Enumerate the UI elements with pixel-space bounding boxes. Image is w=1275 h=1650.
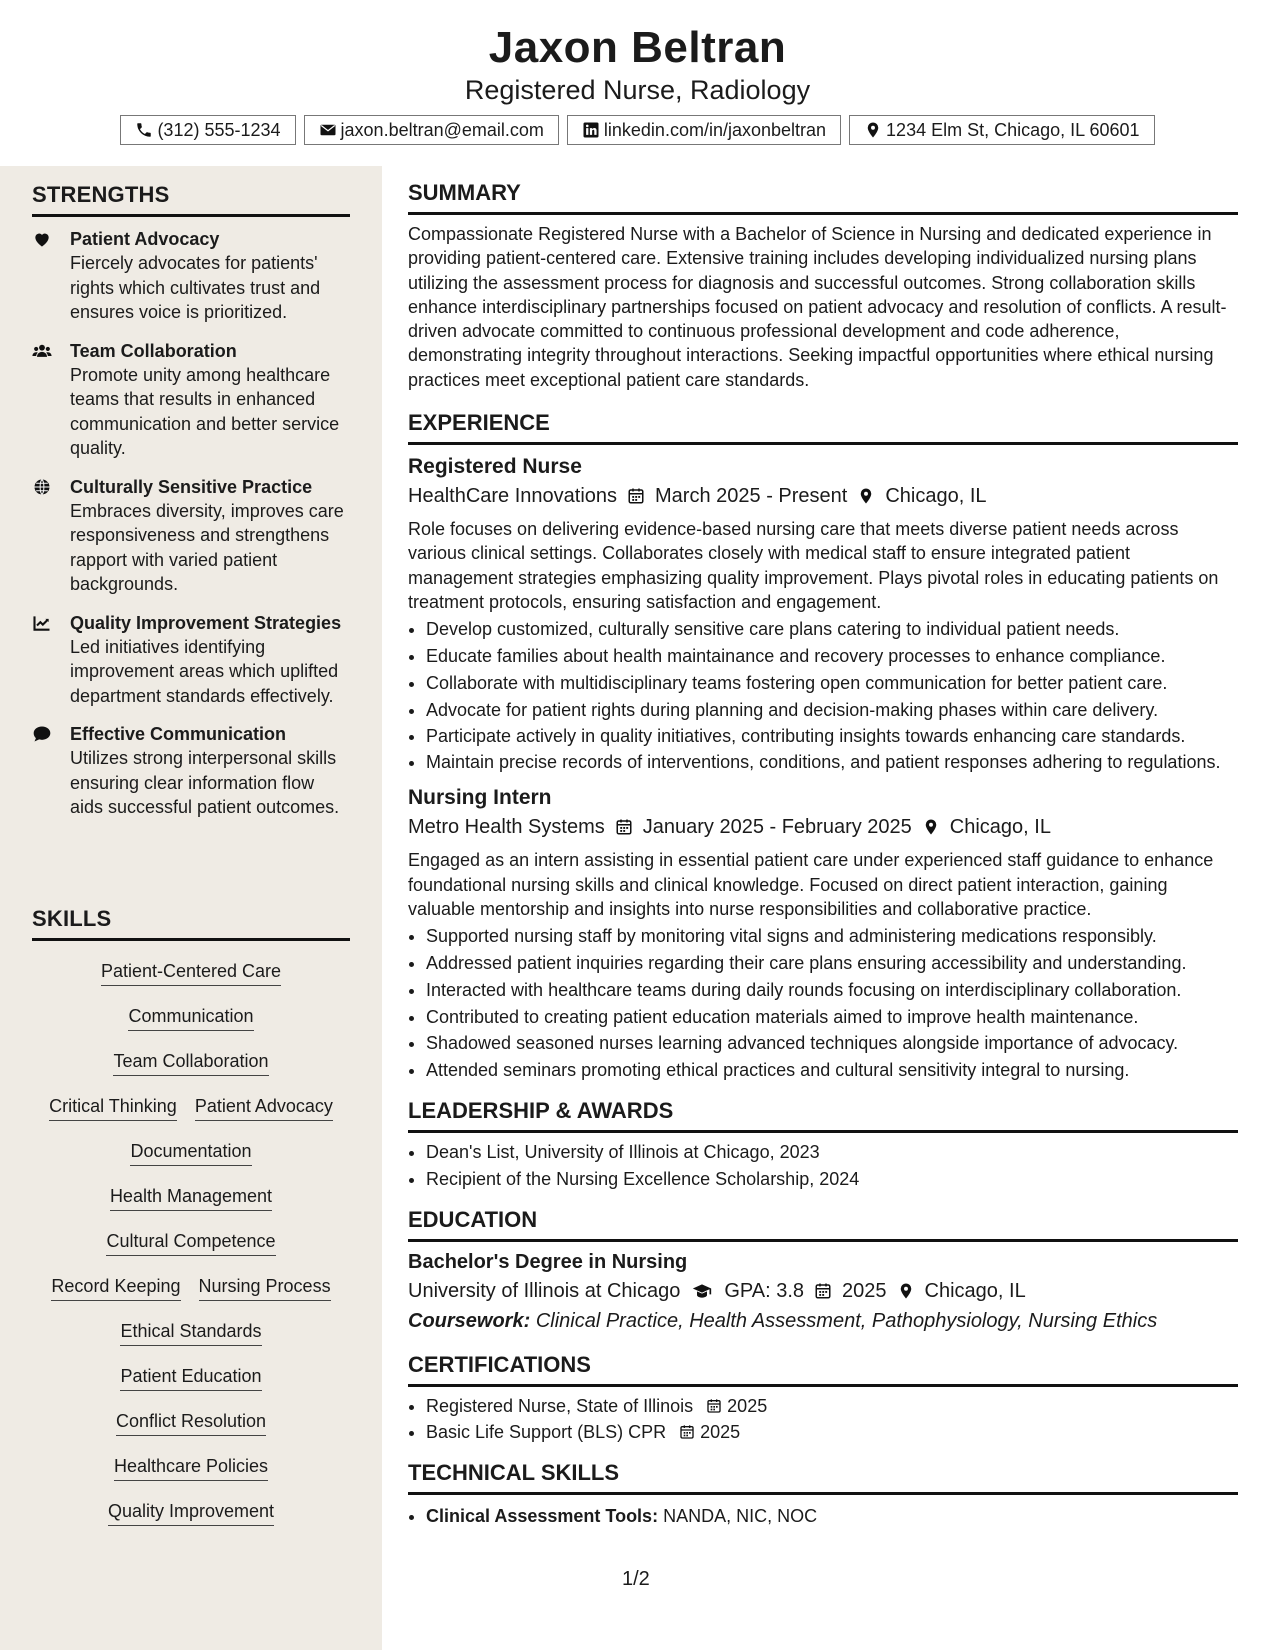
list-item: • Supported nursing staff by monitoring vital signs and administering medications responsibly. — [426, 923, 1238, 950]
strength-desc: Embraces diversity, improves care responsiveness and strengthens rapport with varied patient backgrounds. — [70, 500, 344, 594]
list-item: • Contributed to creating patient education materials aimed to improve health maintenance. — [426, 1004, 1238, 1031]
job-meta — [408, 812, 1238, 842]
strength-desc: Fiercely advocates for patients' rights which cultivates trust and ensures voice is prioritized. — [70, 253, 321, 322]
summary-title: SUMMARY — [408, 180, 521, 205]
page-number: 1/2 — [622, 1568, 650, 1590]
address-text: 1234 Elm St, Chicago, IL 60601 — [886, 119, 1140, 140]
job-location: Chicago, IL — [949, 816, 1051, 839]
strength-title: Patient Advocacy — [70, 229, 220, 249]
job-dates: March 2025 - Present — [655, 485, 848, 508]
certifications-list — [408, 1393, 1238, 1447]
phone-text: (312) 555-1234 — [157, 119, 281, 140]
strength-item — [32, 475, 350, 597]
list-item: • Maintain precise records of interventions, conditions, and patient responses adhering to regulations. — [426, 750, 1238, 774]
certification-item — [426, 1393, 1238, 1420]
skill-row — [32, 1084, 350, 1129]
skill-row — [32, 1039, 350, 1084]
contact-bar — [0, 115, 1275, 145]
list-item — [426, 1503, 1238, 1530]
skill-row — [32, 949, 350, 994]
school-name: University of Illinois at Chicago — [408, 1279, 681, 1302]
job-role: Nursing Intern — [408, 786, 552, 810]
education-section — [408, 1207, 1238, 1336]
education-title: EDUCATION — [408, 1206, 538, 1232]
graduation-cap-icon — [690, 1281, 714, 1301]
section-divider — [408, 442, 1238, 445]
experience-title: EXPERIENCE — [408, 410, 550, 436]
technical-skills-section — [408, 1460, 1238, 1530]
skill-tag: Team Collaboration — [113, 1049, 268, 1076]
sidebar — [0, 166, 382, 1650]
skill-row — [32, 1129, 350, 1174]
section-divider — [408, 212, 1238, 215]
comment-icon — [32, 724, 52, 744]
skill-row — [32, 1399, 350, 1444]
coursework-label: Coursework: — [408, 1309, 531, 1332]
skill-tag: Critical Thinking — [49, 1094, 177, 1121]
calendar-icon — [706, 1398, 722, 1414]
certification-name: Registered Nurse, State of Illinois — [426, 1395, 694, 1416]
strengths-section — [32, 182, 350, 820]
list-item: • Recipient of the Nursing Excellence Scholarship, 2024 — [426, 1166, 1238, 1193]
main-content — [408, 180, 1238, 1530]
list-item: • Attended seminars promoting ethical practices and cultural sensitivity integral to nursing. — [426, 1057, 1238, 1084]
tech-skill-label: Clinical Assessment Tools: — [426, 1506, 659, 1527]
linkedin-text: linkedin.com/in/jaxonbeltran — [603, 119, 827, 140]
globe-icon — [32, 477, 52, 497]
list-item: • Advocate for patient rights during planning and decision-making phases within care delivery. — [426, 697, 1238, 724]
job-description: Role focuses on delivering evidence-based nursing care that meets diverse patient needs across various clinical settings. Collaborates closely with medical staff to ensure integrated patient management strategies emphasizing quality improvement. Plays pivotal roles in educating patients on treatment protocols, ensuring satisfaction and engagement. — [408, 519, 1219, 612]
skill-row — [32, 1309, 350, 1354]
contact-linkedin[interactable] — [567, 115, 841, 145]
skill-row — [32, 1174, 350, 1219]
strength-title: Effective Communication — [70, 724, 287, 744]
skill-tag: Record Keeping — [51, 1274, 180, 1301]
certifications-title: CERTIFICATIONS — [408, 1351, 591, 1377]
map-pin-icon — [922, 817, 940, 837]
gpa: GPA: 3.8 — [724, 1279, 805, 1302]
awards-title: LEADERSHIP & AWARDS — [408, 1097, 674, 1123]
strength-title: Culturally Sensitive Practice — [70, 476, 313, 497]
job-description: Engaged as an intern assisting in essential patient care under experienced staff guidance to enhance foundational nursing skills and clinical knowledge. Focused on direct patient interaction, gaining valuable mentorship and insights into nurse responsibilities and collaborative practice. — [408, 850, 1214, 919]
skills-list — [32, 949, 350, 1534]
contact-address[interactable] — [849, 115, 1155, 145]
strength-title: Quality Improvement Strategies — [70, 612, 342, 633]
certification-year: 2025 — [700, 1422, 741, 1443]
graduation-year: 2025 — [842, 1279, 887, 1302]
coursework-list: Clinical Practice, Health Assessment, Pathophysiology, Nursing Ethics — [535, 1309, 1158, 1332]
degree-name: Bachelor's Degree in Nursing — [408, 1250, 688, 1273]
calendar-icon — [814, 1281, 832, 1301]
contact-phone[interactable] — [120, 115, 295, 145]
heart-icon — [32, 229, 52, 249]
resume-header — [0, 0, 1275, 145]
skill-row — [32, 1489, 350, 1534]
experience-section — [408, 410, 1238, 1084]
list-item: • Interacted with healthcare teams during daily rounds focusing on interdisciplinary collaboration. — [426, 977, 1238, 1004]
list-item: • Educate families about health maintainance and recovery processes to enhance compliance. — [426, 643, 1238, 670]
users-icon — [32, 341, 52, 361]
awards-section — [408, 1098, 1238, 1193]
job-bullets — [408, 616, 1238, 774]
list-item: • Shadowed seasoned nurses learning advanced techniques alongside importance of advocacy. — [426, 1030, 1238, 1057]
skill-row — [32, 994, 350, 1039]
skill-tag: Conflict Resolution — [116, 1409, 266, 1436]
section-divider — [32, 938, 350, 941]
chart-line-icon — [32, 613, 52, 633]
strength-item — [32, 339, 350, 461]
list-item: • Develop customized, culturally sensitive care plans catering to individual patient needs. — [426, 616, 1238, 643]
strength-item — [32, 722, 350, 820]
email-text: jaxon.beltran@email.com — [340, 119, 544, 140]
map-pin-icon — [897, 1281, 915, 1301]
skill-tag: Patient Education — [120, 1364, 261, 1391]
map-pin-icon — [864, 121, 882, 139]
skill-row — [32, 1444, 350, 1489]
job-company: Metro Health Systems — [408, 816, 605, 839]
coursework — [408, 1306, 1238, 1336]
job-company: HealthCare Innovations — [408, 485, 618, 508]
skills-section — [32, 906, 350, 1534]
education-meta — [408, 1276, 1238, 1306]
calendar-icon — [627, 486, 645, 506]
calendar-icon — [615, 817, 633, 837]
skill-tag: Documentation — [130, 1139, 251, 1166]
strength-title: Team Collaboration — [70, 340, 237, 361]
strength-desc: Utilizes strong interpersonal skills ensuring clear information flow aids successful patient outcomes. — [70, 748, 340, 817]
list-item: • Addressed patient inquiries regarding their care plans ensuring accessibility and understanding. — [426, 950, 1238, 977]
section-divider — [32, 214, 350, 217]
phone-icon — [135, 121, 153, 139]
technical-skills-list — [408, 1503, 1238, 1530]
strengths-title: STRENGTHS — [32, 182, 170, 207]
section-divider — [408, 1239, 1238, 1242]
contact-email[interactable] — [304, 115, 559, 145]
summary-text: Compassionate Registered Nurse with a Bachelor of Science in Nursing and dedicated experience in providing patient-centered care. Extensive training includes developing individualized nursing plans utilizing the assessment process for diagnosis and successful outcomes. Strong collaboration skills enhance interdisciplinary partnerships focused on patient advocacy and resolution of conflicts. A result-driven advocate committed to continuous professional development and code adherence, demonstrating integrity throughout interactions. Seeking impactful opportunities where ethical nursing practices meet exceptional patient care standards. — [408, 224, 1227, 390]
technical-skills-title: TECHNICAL SKILLS — [408, 1460, 620, 1486]
calendar-icon — [679, 1424, 695, 1440]
tech-skill-value: NANDA, NIC, NOC — [663, 1506, 818, 1527]
skill-tag: Health Management — [110, 1184, 272, 1211]
job-bullets — [408, 923, 1238, 1084]
candidate-name: Jaxon Beltran — [488, 23, 787, 72]
strength-item — [32, 227, 350, 325]
skill-tag: Patient-Centered Care — [101, 959, 281, 986]
skill-tag: Nursing Process — [199, 1274, 331, 1301]
skill-tag: Quality Improvement — [108, 1499, 274, 1526]
strength-desc: Promote unity among healthcare teams that results in enhanced communication and better service quality. — [70, 364, 340, 458]
skill-tag: Patient Advocacy — [195, 1094, 333, 1121]
skill-tag: Ethical Standards — [120, 1319, 261, 1346]
section-divider — [408, 1384, 1238, 1387]
skill-tag: Cultural Competence — [106, 1229, 275, 1256]
certification-name: Basic Life Support (BLS) CPR — [426, 1422, 667, 1443]
job-location: Chicago, IL — [885, 485, 987, 508]
map-pin-icon — [857, 486, 875, 506]
linkedin-icon — [582, 121, 600, 139]
certification-item — [426, 1419, 1238, 1446]
certifications-section — [408, 1352, 1238, 1447]
strength-item — [32, 611, 350, 709]
email-icon — [319, 121, 337, 139]
job-entry — [408, 784, 1238, 1084]
list-item: • Participate actively in quality initiatives, contributing insights towards enhancing care standards. — [426, 723, 1238, 750]
job-meta — [408, 481, 1238, 511]
section-divider — [408, 1492, 1238, 1495]
strength-desc: Led initiatives identifying improvement areas which uplifted department standards effectively. — [70, 636, 339, 706]
skills-title: SKILLS — [32, 906, 112, 931]
skill-row — [32, 1264, 350, 1309]
skill-row — [32, 1219, 350, 1264]
skill-tag: Communication — [128, 1004, 253, 1031]
candidate-title: Registered Nurse, Radiology — [464, 75, 811, 105]
school-location: Chicago, IL — [924, 1279, 1026, 1302]
skill-row — [32, 1354, 350, 1399]
job-dates: January 2025 - February 2025 — [642, 816, 912, 839]
job-role: Registered Nurse — [408, 455, 582, 479]
summary-section — [408, 180, 1238, 392]
section-divider — [408, 1130, 1238, 1133]
job-entry — [408, 453, 1238, 774]
certification-year: 2025 — [727, 1395, 768, 1416]
list-item: • Dean's List, University of Illinois at Chicago, 2023 — [426, 1139, 1238, 1166]
awards-list — [408, 1139, 1238, 1193]
skill-tag: Healthcare Policies — [114, 1454, 268, 1481]
list-item: • Collaborate with multidisciplinary teams fostering open communication for better patient care. — [426, 670, 1238, 697]
